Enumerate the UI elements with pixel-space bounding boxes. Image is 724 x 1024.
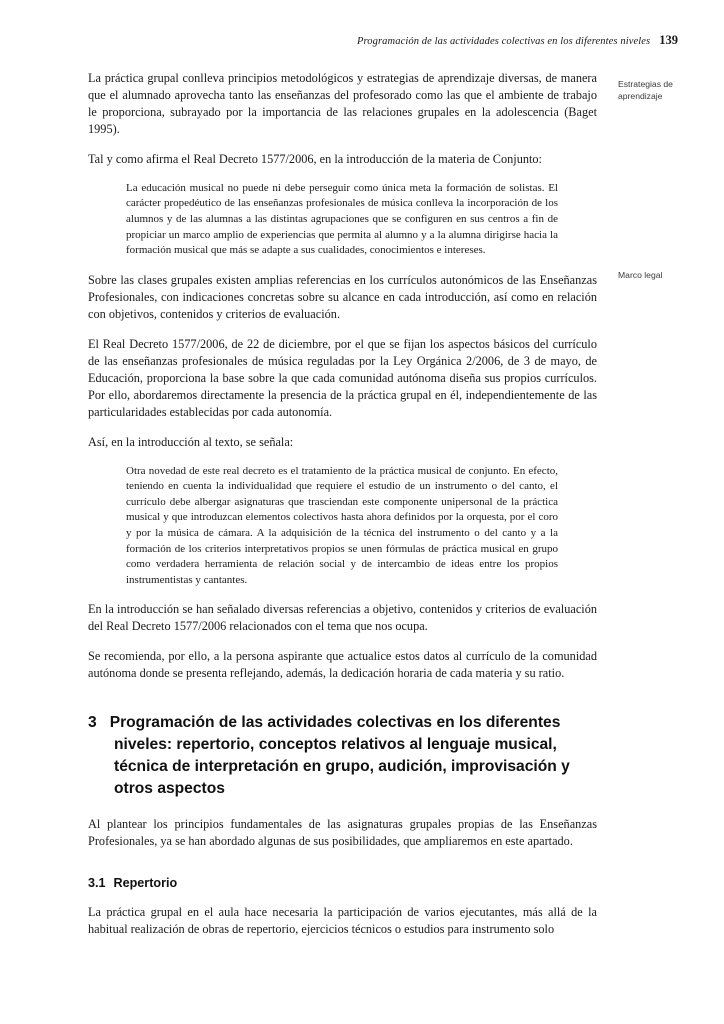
paragraph-2: Tal y como afirma el Real Decreto 1577/2006, en la introducción de la materia de Conjunto: (88, 151, 542, 166)
paragraph-5: Así, en la introducción al texto, se señala: (88, 434, 294, 449)
page-number: 139 (659, 33, 678, 47)
paragraph-after-section-heading: Al plantear los principios fundamentales de las asignaturas grupales propias de las Enseñanzas Profesionales, ya se han abordado algunas de sus posibilidades, que ampliaremos en este apartado. (88, 816, 597, 848)
body-content (88, 70, 597, 951)
blockquote-2: Otra novedad de este real decreto es el tratamiento de la práctica musical de conjunto. En efecto, teniendo en cuenta la individualidad que requiere el estudio de un instrumento o del canto, el currículo debe albergar asignaturas que trasciendan este componente unipersonal de la práctica musical y que introduzcan elementos colectivos hasta ahora definidos por la orquesta, por el coro y por la música de cámara. A la adquisición de la técnica del instrumento o del canto y a la formación de los criterios interpretativos propios se unen fórmulas de práctica musical en grupo como verdadera herramienta de relación social y de intercambio de ideas entre los propios instrumentistas y cantantes. (126, 464, 558, 586)
blockquote-1: La educación musical no puede ni debe perseguir como única meta la formación de solistas. El carácter propedéutico de las enseñanzas profesionales de música conlleva la incorporación de los alumnos y de las alumnas a las distintas agrupaciones que se configuren en sus centros a fin de propiciar un marco amplio de experiencias que permita al alumno y a la alumna dirigirse hacia la formación musical que más se adapte a sus cualidades, conocimientos e intereses. (126, 181, 558, 257)
subsection-number: 3.1 (88, 875, 106, 890)
margin-note-estrategias: Estrategias de aprendizaje (618, 79, 673, 101)
margin-note-marco-legal: Marco legal (618, 270, 663, 280)
section-number: 3 (88, 714, 97, 732)
section-heading-3 (88, 712, 597, 799)
paragraph-7: Se recomienda, por ello, a la persona aspirante que actualice estos datos al currículo de la comunidad autónoma donde se presenta reflejando, además, la dedicación horaria de cada materia y su ratio. (88, 649, 597, 681)
running-title: Programación de las actividades colectivas en los diferentes niveles (356, 36, 651, 47)
paragraph-4: El Real Decreto 1577/2006, de 22 de diciembre, por el que se fijan los aspectos básicos del currículo de las enseñanzas profesionales de música reguladas por la Ley Orgánica 2/2006, de 3 de mayo, de Educación, proporciona la base sobre la que cada comunidad autónoma diseña sus propios currículos. Por ello, abordaremos directamente la presencia de la práctica grupal en él, independientemente de las particularidades establecidas por cada autonomía. (88, 336, 597, 419)
paragraph-3: Sobre las clases grupales existen amplias referencias en los currículos autonómicos de las Enseñanzas Profesionales, con indicaciones concretas sobre su alcance en cada introducción, así como en relación con objetivos, contenidos y criterios de evaluación. (88, 272, 597, 321)
section-title: Programación de las actividades colectivas en los diferentes niveles: repertorio, conceptos relativos al lenguaje musical, técnica de interpretación en grupo, audición, improvisación y otros aspectos (109, 714, 570, 797)
paragraph-1: La práctica grupal conlleva principios metodológicos y estrategias de aprendizaje diversas, de manera que el alumnado aprovecha tanto las enseñanzas del profesorado como las que el ambiente de trabajo le proporciona, subrayado por la importancia de las relaciones grupales en la adolescencia (Baget 1995). (88, 71, 597, 136)
page-header (0, 33, 678, 48)
subsection-heading-3-1 (88, 876, 597, 890)
paragraph-6: En la introducción se han señalado diversas referencias a objetivo, contenidos y criterios de evaluación del Real Decreto 1577/2006 relacionados con el tema que nos ocupa. (88, 602, 597, 634)
paragraph-after-subsection-heading: La práctica grupal en el aula hace necesaria la participación de varios ejecutantes, más allá de la habitual realización de obras de repertorio, ejercicios técnicos o estudios para instrumento solo (88, 904, 597, 936)
subsection-title: Repertorio (113, 875, 178, 890)
